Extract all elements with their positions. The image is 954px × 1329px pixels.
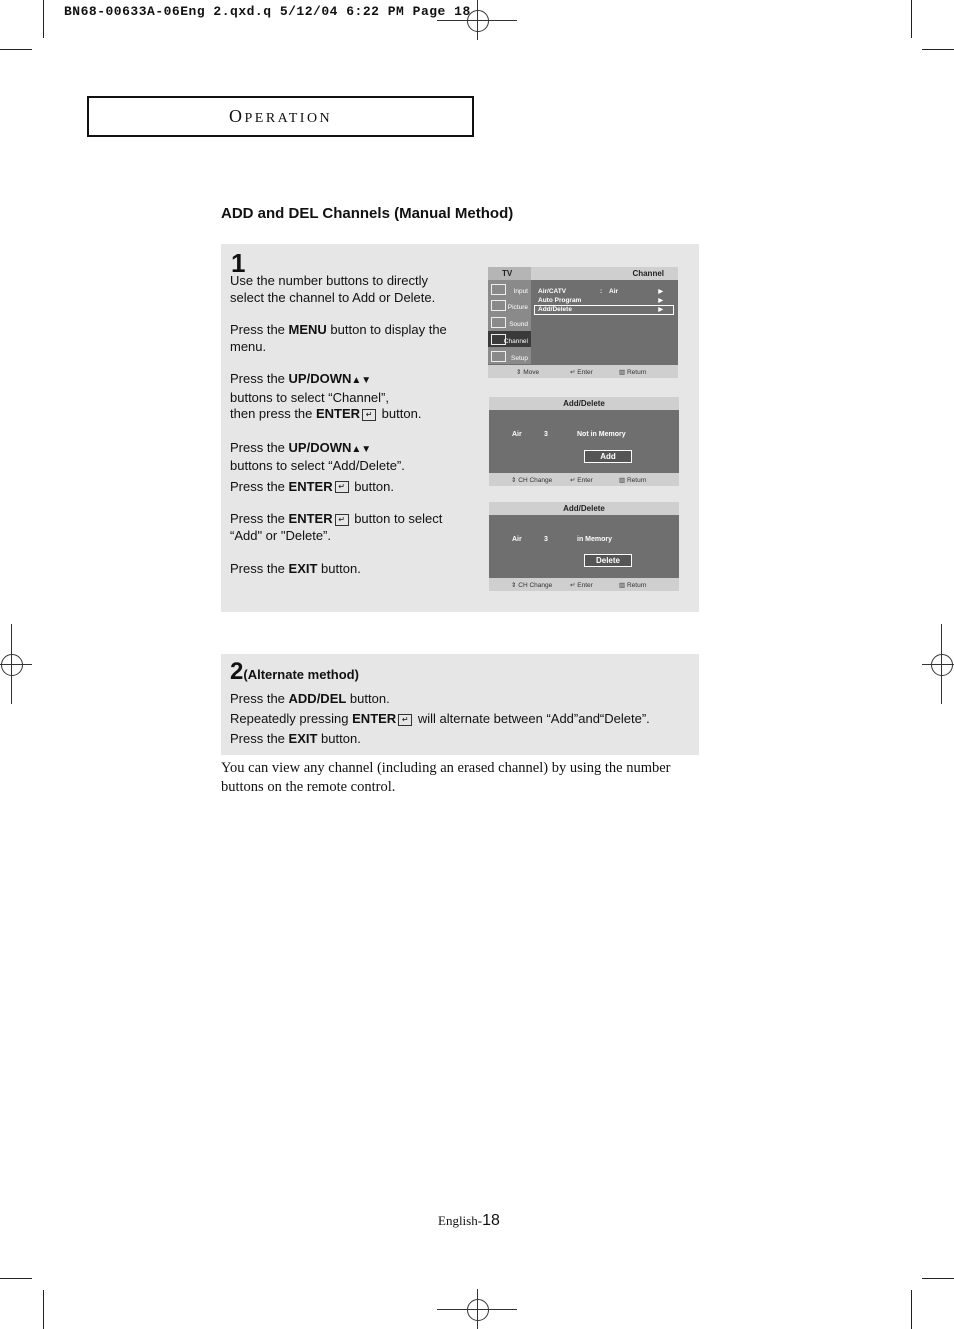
page-footer: English-18 [438,1212,500,1229]
step2-instructions [230,689,695,749]
page-number: 18 [482,1212,500,1229]
sound-icon [491,317,506,328]
step2-number: 2 [230,658,244,685]
input-icon [491,284,506,295]
menu-row-air-catv: Air/CATV : Air ▶ [538,288,663,295]
enter-hint: ↵ Enter [570,369,593,376]
section-header-text: OPERATION [229,106,333,126]
step1-instructions [230,273,465,578]
arrow-right-icon: ▶ [658,298,663,304]
print-slug: BN68-00633A-06Eng 2.qxd.q 5/12/04 6:22 PM Page 18 [64,4,471,19]
tv-footer [488,365,678,378]
step1-p6: Press the ENTER ↵ button to select “Add" or "Delete”. [230,511,443,543]
enter-icon: ↵ [398,714,412,726]
menu-row-auto-program: Auto Program ▶ [538,297,663,304]
memory-status: in Memory [577,536,613,543]
menu-row-add-delete: Add/Delete ▶ [538,306,663,313]
crop-mark [43,1290,44,1329]
crop-mark [0,49,32,50]
tv-footer: ⇕ CH Change ↵ Enter ▥ Return [489,473,679,486]
screen-title: Add/Delete [489,502,679,515]
crop-mark [911,1290,912,1329]
return-hint: ▥ Return [619,369,647,376]
tv-footer: ⇕ CH Change ↵ Enter ▥ Return [489,578,679,591]
tv-screen-channel-menu [488,267,678,378]
memory-status: Not in Memory [577,431,626,438]
setup-icon [491,351,506,362]
side-item-input: Input [488,281,531,297]
crop-mark [922,49,954,50]
delete-button: Delete [584,554,632,567]
tv-screen-delete: Add/Delete Air 3 in Memory Delete ⇕ CH Change ↵ Enter ▥ Return [489,502,679,591]
add-button: Add [584,450,632,463]
screen-title: Add/Delete [489,397,679,410]
side-item-channel: Channel [488,331,531,347]
tv-side-menu [488,280,531,364]
crop-mark [922,1278,954,1279]
section-header [87,96,474,137]
step1-p7: Press the EXIT button. [230,561,361,576]
move-hint: ⇕ Move [516,369,540,376]
up-down-arrows-icon: ▲▼ [351,375,372,386]
crop-mark [43,0,44,38]
step1-p1: Use the number buttons to directly select the channel to Add or Delete. [230,273,436,305]
enter-icon: ↵ [362,409,376,421]
note-text: You can view any channel (including an erased channel) by using the number buttons on the remote control. [221,760,671,795]
step1-p3: Press the UP/DOWN▲▼ buttons to select “Channel”, then press the ENTER ↵ button. [230,371,422,421]
step1-p2: Press the MENU button to display the menu. [230,322,447,354]
step2-title: (Alternate method) [243,667,359,682]
step2-line1: Press the ADD/DEL button. [230,691,390,706]
side-item-sound: Sound [488,314,531,330]
crop-mark [911,0,912,38]
enter-icon: ↵ [335,481,349,493]
enter-icon: ↵ [335,514,349,526]
side-item-picture: Picture [488,297,531,313]
picture-icon [491,300,506,311]
side-item-setup: Setup [488,348,531,364]
tv-label: TV [502,269,513,278]
arrow-right-icon: ▶ [658,307,663,313]
step1-p5: Press the ENTER ↵ button. [230,478,394,494]
step2-panel [221,654,699,755]
tv-screen-add: Add/Delete Air 3 Not in Memory Add ⇕ CH Change ↵ Enter ▥ Return [489,397,679,486]
step2-heading [230,660,359,684]
screen-title: Channel [632,269,664,278]
page-title: ADD and DEL Channels (Manual Method) [221,205,514,222]
step2-line2: Repeatedly pressing ENTER ↵ will alternate between “Add”and“Delete”. [230,711,650,726]
up-down-arrows-icon: ▲▼ [351,443,372,455]
step1-number: 1 [231,248,246,278]
step1-p4: Press the UP/DOWN▲▼ buttons to select “Add/Delete”. [230,439,405,473]
arrow-right-icon: ▶ [658,289,663,295]
step2-line3: Press the EXIT button. [230,731,361,746]
step1-panel [221,244,699,612]
crop-mark [0,1278,32,1279]
